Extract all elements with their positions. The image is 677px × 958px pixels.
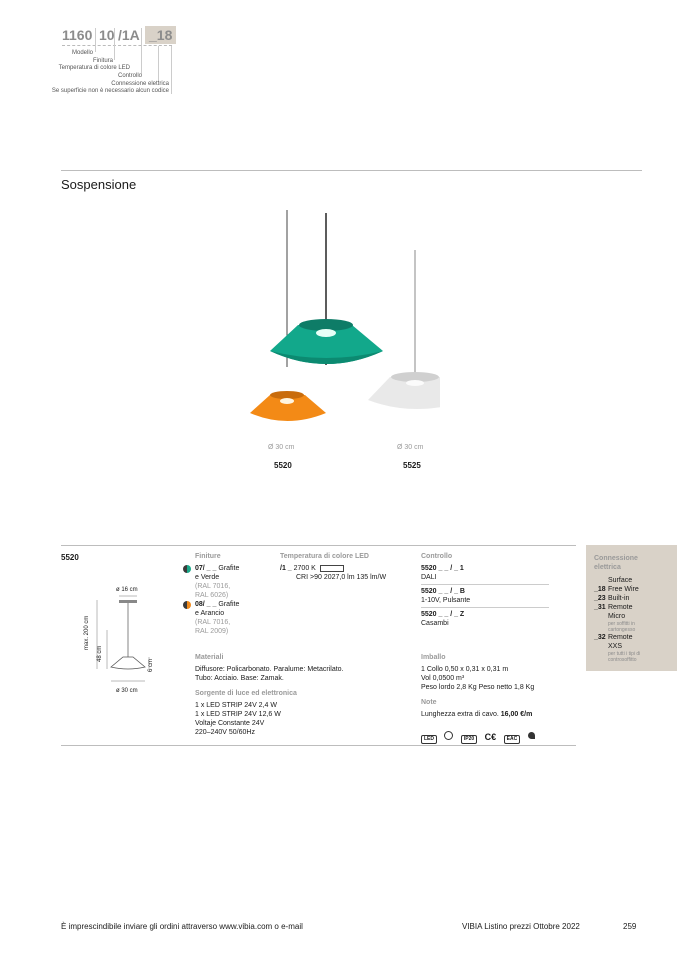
connection-label: Built-in: [608, 595, 630, 602]
temperatura-column: [280, 552, 415, 582]
code-temperature: /1A: [118, 27, 140, 43]
imballo-header: Imballo: [421, 654, 446, 661]
temperatura-specs: CRI >90 2027,0 lm 135 lm/W: [296, 574, 387, 581]
legend-connessione: Connessione elettrica: [111, 81, 169, 87]
controllo-code: 5520 _ _ / _ B: [421, 588, 465, 595]
dim-height: 6 cm: [148, 658, 154, 672]
connection-label: XXS: [608, 643, 623, 650]
code-guide: [158, 46, 159, 82]
note-header: Note: [421, 699, 437, 706]
finish-name2: e Verde: [195, 574, 220, 581]
product-diameter: Ø 30 cm: [268, 444, 295, 451]
imballo-line: 1 Collo 0,50 x 0,31 x 0,31 m: [421, 666, 509, 673]
connection-label: Remote: [608, 604, 633, 611]
code-guide: [95, 28, 96, 52]
controllo-column: [421, 552, 571, 628]
eac-badge: EAC: [504, 735, 521, 744]
code-guide: [114, 28, 115, 60]
temperatura-code: /1 _: [280, 565, 292, 572]
divider: [61, 745, 576, 746]
connection-item: [594, 642, 663, 663]
finish-item: [195, 600, 275, 636]
product-diameter: Ø 30 cm: [397, 444, 424, 451]
finish-swatch-icon: [183, 601, 191, 609]
sorgente-line: Voltaje Constante 24V: [195, 720, 265, 727]
code-model: 1160: [62, 27, 93, 43]
footer-note: È imprescindibile inviare gli ordini attraverso www.vibia.com o e-mail: [61, 922, 303, 931]
product-model: 5525: [403, 461, 421, 470]
connection-item: [594, 576, 663, 585]
connection-code: _18: [594, 586, 606, 593]
lamp-orange: [250, 391, 326, 421]
finish-ral: (RAL 7016,: [195, 583, 231, 590]
connection-label: Surface: [608, 577, 633, 584]
divider: [421, 607, 549, 608]
finish-ral: (RAL 7016,: [195, 619, 231, 626]
ce-mark-icon: C€: [484, 732, 497, 742]
dim-max-length: max. 200 cm: [84, 615, 90, 650]
code-guide: [141, 28, 142, 74]
finish-swatch-icon: [183, 565, 191, 573]
dimmable-icon: [444, 731, 453, 740]
connection-label: Micro: [608, 613, 626, 620]
finish-ral2: RAL 6026): [195, 592, 229, 599]
legend-modello: Modello: [71, 50, 93, 56]
dim-length: 48 cm: [97, 645, 103, 662]
section-title: Sospensione: [61, 177, 137, 192]
divider: [421, 584, 549, 585]
temperatura-kelvin: 2700 K: [293, 565, 316, 572]
finish-code: 07/ _ _: [195, 565, 217, 572]
ip20-badge: IP20: [461, 735, 477, 744]
connection-note: per soffitti in cartongesso: [608, 621, 636, 633]
materiali-line: Diffusore: Policarbonato. Paralume: Metacrilato.: [195, 666, 344, 673]
product-photo: [240, 205, 440, 430]
controllo-label: DALI: [421, 574, 437, 581]
connection-panel: [586, 545, 677, 671]
controllo-label: 1-10V, Pulsante: [421, 597, 471, 604]
canopy: [119, 600, 137, 603]
drawing-shade: [111, 657, 145, 669]
legend-superficie: Se superficie non è necessario alcun codice: [51, 88, 169, 94]
imballo-line: Vol 0,0500 m³: [421, 675, 465, 682]
finiture-header: Finiture: [195, 553, 221, 560]
materiali-line: Tubo: Acciaio. Base: Zamak.: [195, 675, 284, 682]
energy-label-icon: [320, 565, 344, 572]
connection-note: per tutti i tipi di controsoffitto: [608, 651, 641, 663]
connection-item: [594, 603, 663, 612]
temperatura-header: Temperatura di colore LED: [280, 553, 369, 560]
certification-badges: [421, 727, 576, 745]
code-guide: [171, 46, 172, 94]
finish-item: [195, 564, 275, 600]
controllo-label: Casambi: [421, 620, 449, 627]
finish-name: Grafite: [218, 565, 240, 572]
lamp-white: [368, 372, 440, 409]
connection-item: [594, 594, 663, 603]
divider: [61, 170, 642, 171]
code-finish: 10: [99, 27, 115, 43]
connection-code: _31: [594, 604, 606, 611]
sorgente-header: Sorgente di luce ed elettronica: [195, 690, 297, 697]
connection-header: Connessione: [594, 555, 638, 562]
materiali-block: [195, 653, 410, 737]
controllo-code: 5520 _ _ / _ Z: [421, 611, 465, 618]
legend-finitura: Finitura: [92, 58, 113, 64]
page-number: 259: [623, 922, 637, 931]
code-connection: _18: [145, 26, 176, 44]
sorgente-line: 220–240V 50/60Hz: [195, 729, 255, 736]
dim-bottom-diameter: ø 30 cm: [116, 688, 138, 694]
legend-temperatura: Temperatura di colore LED: [58, 65, 130, 71]
connection-header: elettrica: [594, 564, 621, 571]
note-text: Lunghezza extra di cavo.: [421, 711, 499, 718]
led-badge: LED: [421, 735, 437, 744]
product-model: 5520: [274, 461, 292, 470]
legend-controllo: Controllo: [117, 73, 142, 79]
sorgente-line: 1 x LED STRIP 24V 2,4 W: [195, 702, 277, 709]
materiali-header: Materiali: [195, 654, 224, 661]
connection-code: _23: [594, 595, 606, 602]
dim-top-diameter: ø 16 cm: [116, 587, 138, 593]
finish-name: Grafite: [218, 601, 240, 608]
imballo-block: [421, 653, 576, 745]
finiture-column: [195, 552, 275, 636]
recycle-icon: [528, 732, 535, 739]
imballo-line: Peso lordo 2,8 Kg Peso netto 1,8 Kg: [421, 684, 535, 691]
divider: [61, 545, 576, 546]
sorgente-line: 1 x LED STRIP 24V 12,6 W: [195, 711, 281, 718]
connection-item: [594, 633, 663, 642]
note-price: 16,00 €/m: [500, 711, 533, 718]
technical-drawing: [85, 585, 170, 697]
connection-item: [594, 612, 663, 633]
connection-item: [594, 585, 663, 594]
finish-code: 08/ _ _: [195, 601, 217, 608]
controllo-header: Controllo: [421, 553, 453, 560]
connection-code: _32: [594, 634, 606, 641]
footer-catalog: VIBIA Listino prezzi Ottobre 2022: [462, 922, 580, 931]
connection-label: Free Wire: [608, 586, 639, 593]
code-underline: [62, 45, 172, 46]
controllo-code: 5520 _ _ / _ 1: [421, 565, 464, 572]
finish-name2: e Arancio: [195, 610, 225, 617]
finish-ral2: RAL 2009): [195, 628, 229, 635]
connection-label: Remote: [608, 634, 633, 641]
spec-model: 5520: [61, 553, 79, 562]
